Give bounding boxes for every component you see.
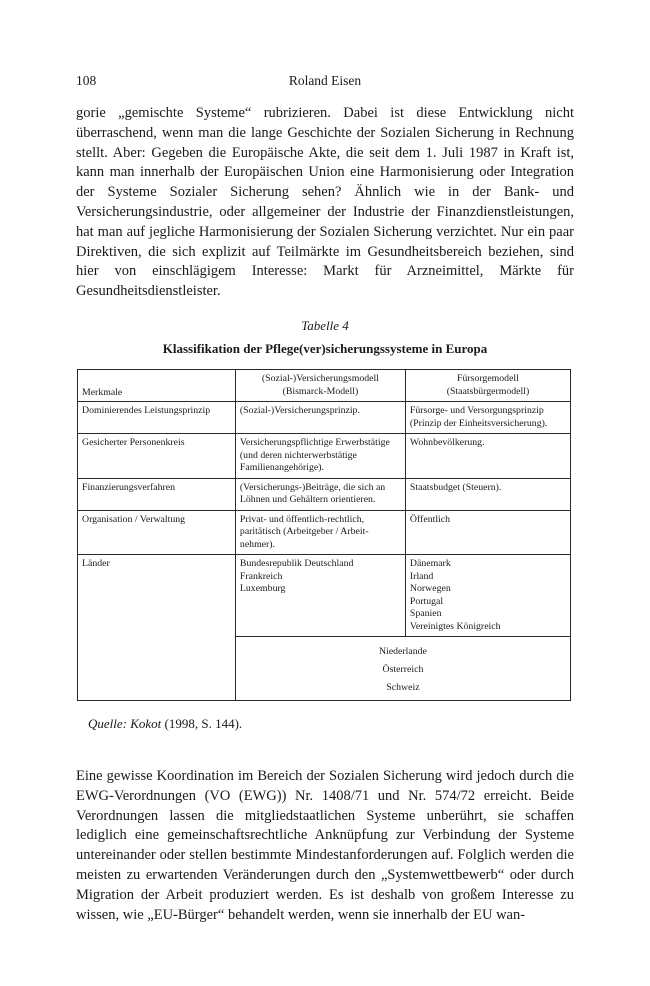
table-source: Quelle: Kokot (1998, S. 144). [88,716,243,731]
row-label: Finanzierungsverfahren [78,478,236,510]
page-number: 108 [76,73,97,88]
classification-table [77,369,571,701]
body-paragraph-1: gorie „gemischte Systeme“ rubrizieren. Dabei ist diese Entwicklung nicht überraschend, wenn man die lange Geschichte der Sozialen Sicherung in Rechnung stellt. Aber: Gegeben die Europäische Akte, die seit dem 1. Juli 1987 in Kraft ist, kann man innerhalb der Europäischen Union eine Harmonisierung oder Integration der Systeme Sozialer Sicherung sehen? Ähnlich wie in der Bank- und Versicherungsindustrie, oder allgemeiner der Industrie der Finanzdienstleistungen, hat man auf jegliche Harmonisierung der Sozialen Sicherung verzichtet. Nur ein paar Direktiven, die sich explizit auf Teilmärkte im Gesundheitsbereich beziehen, sind hier von einschlägigem Interesse: Markt für Arzneimittel, Märkte für Gesundheitsdienstleister. [76,105,574,300]
row-cell: Bundesrepublik Deutschland Frankreich Luxemburg [235,555,405,637]
row-label: Organisation / Verwaltung [78,510,236,555]
running-head-author: Roland Eisen [288,73,362,88]
table-row [78,555,571,637]
row-cell: Wohnbevölkerung. [405,434,570,479]
table-header-row [78,370,571,402]
running-head [76,73,574,93]
table-row [78,478,571,510]
row-cell: Fürsorge- und Versorgungsprinzip (Prinzip der Einheitsversicherung). [405,402,570,434]
row-cell: Dänemark Irland Norwegen Portugal Spanien Vereinigtes Königreich [405,555,570,637]
shared-countries-cell: Niederlande Österreich Schweiz [235,637,570,701]
table-label: Tabelle 4 [301,318,349,333]
row-cell: Öffentlich [405,510,570,555]
table-row [78,402,571,434]
row-label: Länder [78,555,236,701]
row-cell: Staatsbudget (Steuern). [405,478,570,510]
row-cell: Privat- und öffentlich-rechtlich, paritätisch (Arbeitgeber / Arbeit- nehmer). [235,510,405,555]
row-label: Gesicherter Personenkreis [78,434,236,479]
row-label: Dominierendes Leistungsprinzip [78,402,236,434]
header-welfare-model: Fürsorgemodell (Staatsbürgermodell) [405,370,570,402]
table-title: Klassifikation der Pflege(ver)sicherungssysteme in Europa [162,341,488,356]
row-cell: Versicherungspflichtige Erwerbstätige (und deren nichterwerbstätige Familienangehörige). [235,434,405,479]
body-paragraph-2: Eine gewisse Koordination im Bereich der Sozialen Sicherung wird jedoch durch die EWG-Verordnungen (VO (EWG)) Nr. 1408/71 und Nr. 574/72 erreicht. Beide Verordnungen lassen die mitgliedstaatlichen Systeme unberührt, sie schaffen lediglich eine gemeinschaftsrechtliche Anknüpfung zur Verbindung der Systeme untereinander oder stellen bestimmte Mindestanforderungen auf. Folglich werden die meisten zu erwartenden Veränderungen durch den „Systemwettbewerb“ oder durch Migration der Arbeit produziert werden. Es ist deshalb von großem Interesse zu wissen, wie „EU-Bürger“ behandelt werden, wenn sie innerhalb der EU wan- [76,768,574,923]
table-row [78,434,571,479]
table-row [78,510,571,555]
header-merkmale: Merkmale [78,370,236,402]
header-insurance-model: (Sozial-)Versicherungsmodell (Bismarck-Modell) [235,370,405,402]
row-cell: (Versicherungs-)Beiträge, die sich an Löhnen und Gehältern orientieren. [235,478,405,510]
row-cell: (Sozial-)Versicherungsprinzip. [235,402,405,434]
